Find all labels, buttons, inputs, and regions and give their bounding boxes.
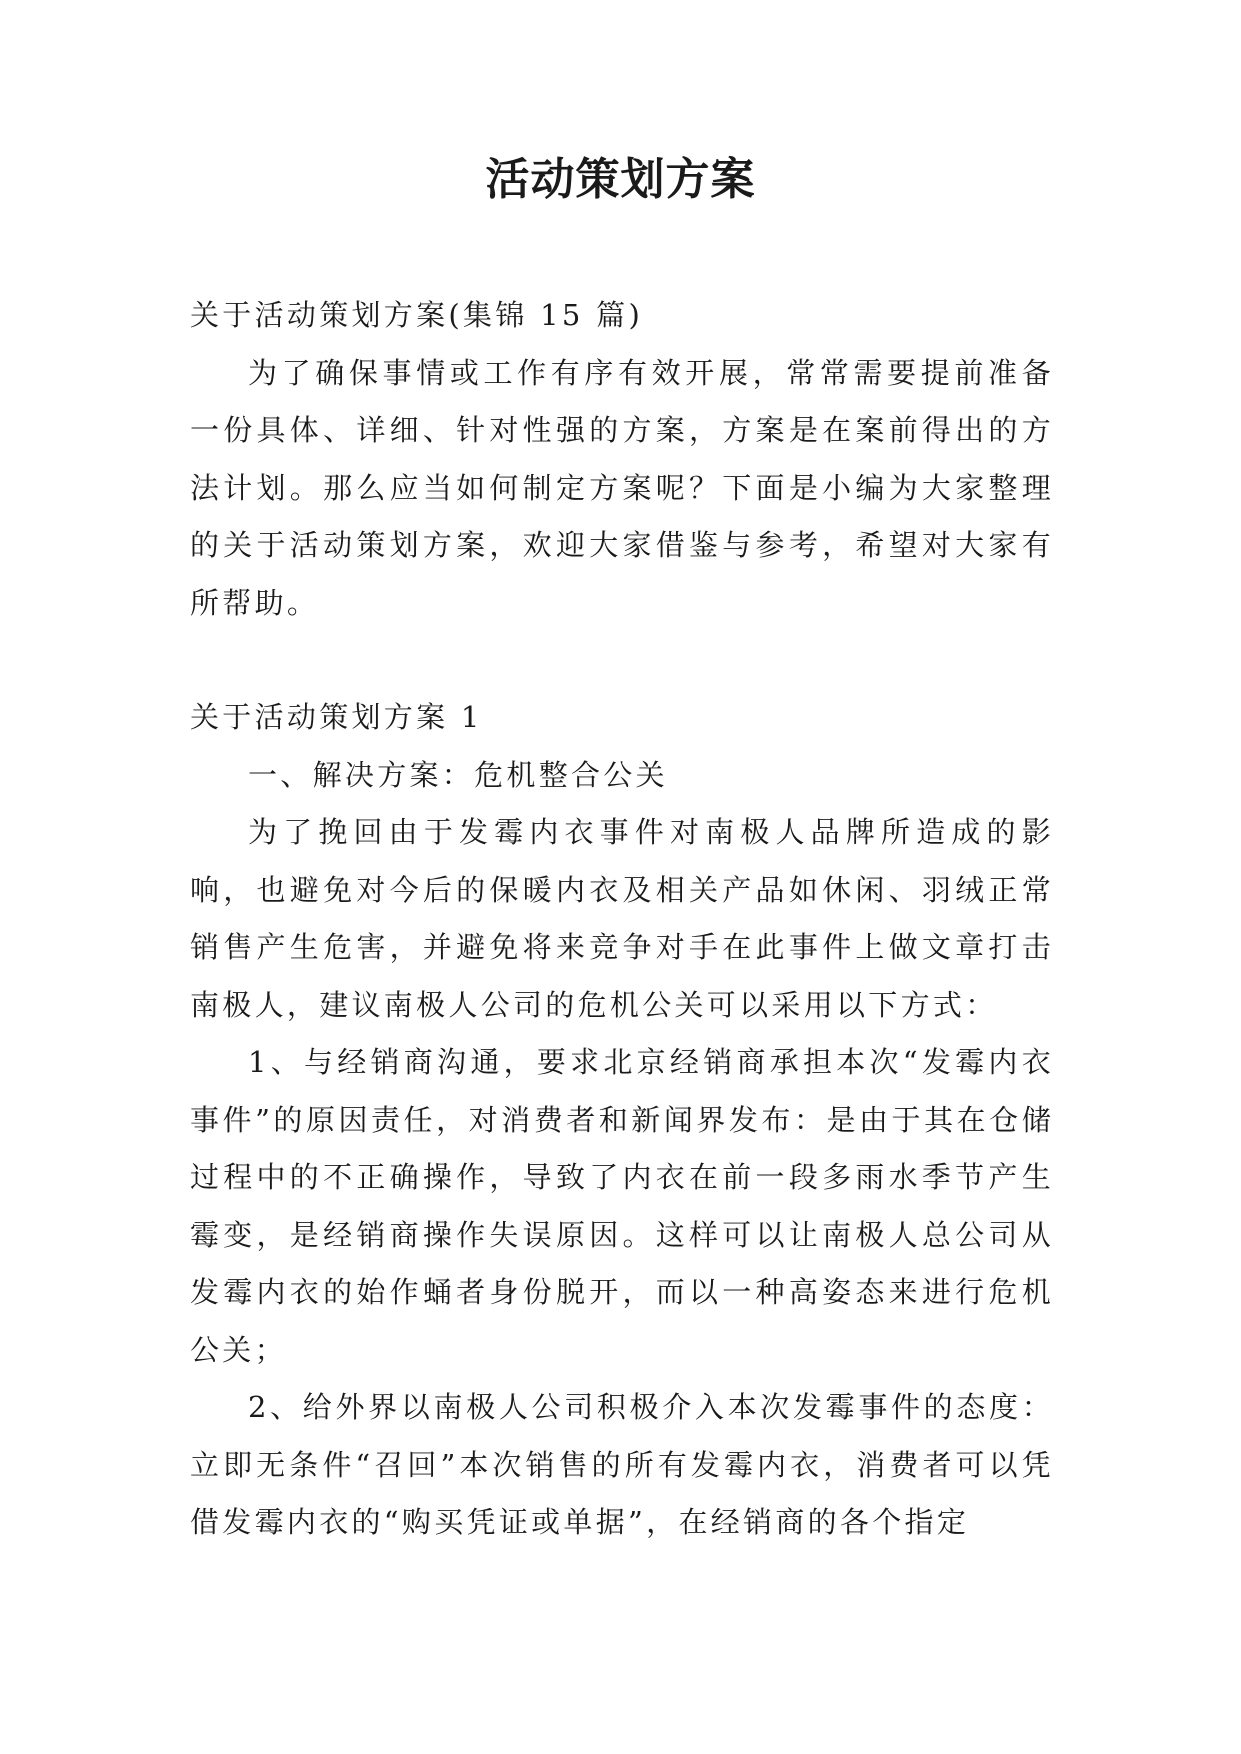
body-paragraph-1: 为了挽回由于发霉内衣事件对南极人品牌所造成的影响，也避免对今后的保暖内衣及相关产品如休闲、羽绒正常销售产生危害，并避免将来竞争对手在此事件上做文章打击南极人，建议南极人公司的危机公关可以采用以下方式： [190,815,1054,1022]
section-heading: 关于活动策划方案 1 [190,700,483,734]
body-paragraph-3: 2、给外界以南极人公司积极介入本次发霉事件的态度：立即无条件“召回”本次销售的所有发霉内衣，消费者可以凭借发霉内衣的“购买凭证或单据”，在经销商的各个指定 [190,1390,1054,1539]
document-body [190,287,1054,1552]
intro-paragraph: 为了确保事情或工作有序有效开展，常常需要提前准备一份具体、详细、针对性强的方案，方案是在案前得出的方法计划。那么应当如何制定方案呢？下面是小编为大家整理的关于活动策划方案，欢迎大家借鉴与参考，希望对大家有所帮助。 [190,355,1054,620]
body-paragraph-2: 1、与经销商沟通，要求北京经销商承担本次“发霉内衣事件”的原因责任，对消费者和新闻界发布：是由于其在仓储过程中的不正确操作，导致了内衣在前一段多雨水季节产生霉变，是经销商操作失误原因。这样可以让南极人总公司从发霉内衣的始作蛹者身份脱开，而以一种高姿态来进行危机公关； [190,1045,1054,1367]
document-title: 活动策划方案 [485,154,756,205]
section-spacer [190,632,1054,689]
point-heading: 一、解决方案：危机整合公关 [248,757,668,792]
document-subtitle: 关于活动策划方案(集锦 15 篇) [190,298,644,332]
